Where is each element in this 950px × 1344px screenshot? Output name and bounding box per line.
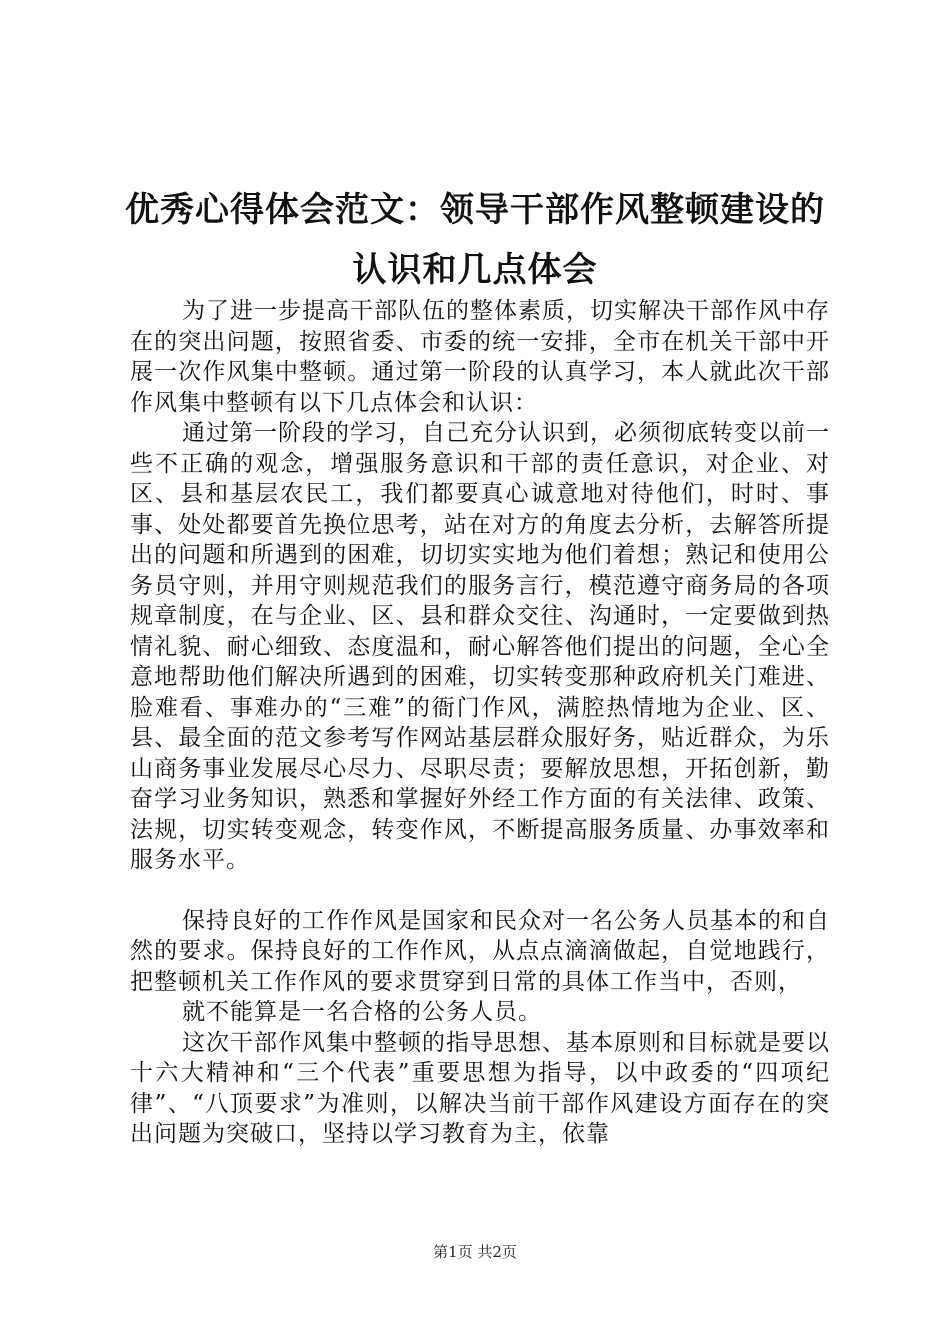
paragraph-gap [130, 876, 830, 906]
paragraph-guiding-thought: 这次干部作风集中整顿的指导思想、基本原则和目标就是要以十六大精神和“三个代表”重要思想为指导，以中政委的“四项纪律”、“八顶要求”为准则，以解决当前干部作风建设方面存在的突出问题为突破口，坚持以学习教育为主，依靠 [130, 1029, 830, 1147]
paragraph-qualified: 就不能算是一名合格的公务人员。 [182, 999, 542, 1025]
paragraph-work-style: 保持良好的工作作风是国家和民众对一名公务人员基本的和自然的要求。保持良好的工作作风，从点点滴滴做起，自觉地践行，把整顿机关工作作风的要求贯穿到日常的具体工作当中，否则， [130, 907, 830, 995]
paragraph-intro: 为了进一步提高干部队伍的整体素质，切实解决干部作风中存在的突出问题，按照省委、市委的统一安排，全市在机关干部中开展一次作风集中整顿。通过第一阶段的认真学习，本人就此次干部作风集中整顿有以下几点体会和认识： [130, 298, 830, 416]
document-title-line-2: 认识和几点体会 [352, 250, 598, 290]
document-body [130, 296, 830, 1150]
page-footer: 第1页 共2页 [433, 1243, 517, 1261]
paragraph-learning: 通过第一阶段的学习，自己充分认识到，必须彻底转变以前一些不正确的观念，增强服务意识和干部的责任意识，对企业、对区、县和基层农民工，我们都要真心诚意地对待他们，时时、事事、处处都要首先换位思考，站在对方的角度去分析，去解答所提出的问题和所遇到的困难，切切实实地为他们着想；熟记和使用公务员守则，并用守则规范我们的服务言行，模范遵守商务局的各项规章制度，在与企业、区、县和群众交往、沟通时，一定要做到热情礼貌、耐心细致、态度温和，耐心解答他们提出的问题，全心全意地帮助他们解决所遇到的困难，切实转变那种政府机关门难进、脸难看、事难办的“三难”的衙门作风，满腔热情地为企业、区、县、最全面的范文参考写作网站基层群众服好务，贴近群众，为乐山商务事业发展尽心尽力、尽职尽责；要解放思想，开拓创新，勤奋学习业务知识，熟悉和掌握好外经工作方面的有关法律、政策、法规，切实转变观念，转变作风，不断提高服务质量、办事效率和服务水平。 [130, 420, 830, 873]
document-title-line-1: 优秀心得体会范文：领导干部作风整顿建设的 [125, 190, 825, 230]
